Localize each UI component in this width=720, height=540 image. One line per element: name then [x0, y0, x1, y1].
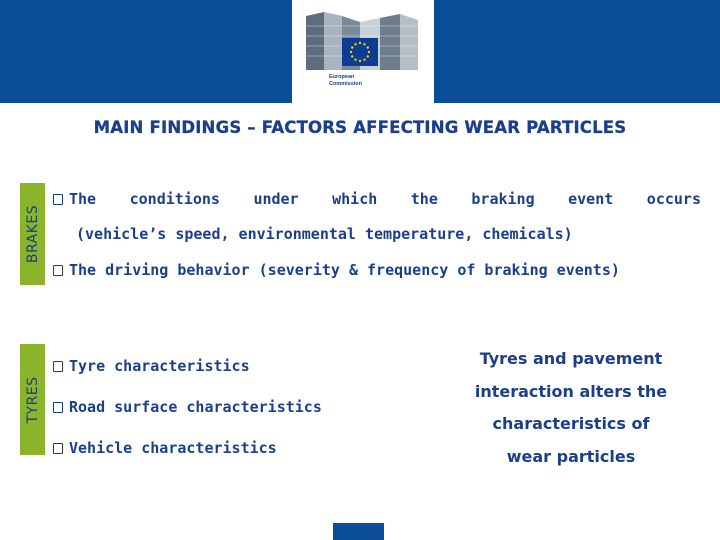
- tyres-bullet-3: [53, 439, 277, 457]
- word: event: [568, 190, 614, 208]
- brakes-bullet-1: [53, 190, 701, 208]
- logo-text: [329, 74, 362, 88]
- brakes-side-label-text: BRAKES: [24, 204, 41, 264]
- brakes-bullet-1-line-1: [69, 190, 701, 208]
- word: The: [69, 190, 97, 208]
- tyres-bullet-2: [53, 398, 322, 416]
- tyres-note-line-4: wear particles: [506, 447, 636, 466]
- tyres-bullet-1-text: Tyre characteristics: [69, 357, 250, 375]
- tyres-side-label-text: TYRES: [24, 375, 41, 424]
- word: under: [253, 190, 299, 208]
- commission-building-icon: [304, 8, 422, 74]
- brakes-bullet-2-text: The driving behavior (severity & frequency of braking events): [69, 261, 620, 279]
- bullet-square-icon: [53, 265, 63, 276]
- logo-line-1: European: [329, 74, 355, 80]
- european-commission-logo: [292, 0, 434, 103]
- tyres-bullet-1: [53, 357, 250, 375]
- bullet-square-icon: [53, 194, 63, 205]
- header-band: [0, 0, 720, 103]
- word: conditions: [129, 190, 220, 208]
- word: braking: [471, 190, 535, 208]
- tyres-note-line-2: interaction alters the: [474, 382, 668, 401]
- tyres-bullet-3-text: Vehicle characteristics: [69, 439, 277, 457]
- word: which: [332, 190, 378, 208]
- brakes-bullet-1-line-2: (vehicle’s speed, environmental temperature, chemicals): [76, 225, 573, 243]
- bullet-square-icon: [53, 402, 63, 413]
- brakes-bullet-2: [53, 261, 620, 279]
- footer-bar: [333, 523, 384, 540]
- logo-line-2: Commission: [329, 81, 363, 87]
- tyres-side-label: [20, 344, 45, 455]
- word: the: [410, 190, 438, 208]
- tyres-bullet-2-text: Road surface characteristics: [69, 398, 322, 416]
- brakes-side-label: [20, 183, 45, 285]
- tyres-note-line-1: Tyres and pavement: [479, 349, 663, 368]
- bullet-square-icon: [53, 361, 63, 372]
- word: occurs: [646, 190, 701, 208]
- tyres-note-line-3: characteristics of: [492, 414, 650, 433]
- slide-title: MAIN FINDINGS – FACTORS AFFECTING WEAR PARTICLES: [93, 118, 627, 137]
- bullet-square-icon: [53, 443, 63, 454]
